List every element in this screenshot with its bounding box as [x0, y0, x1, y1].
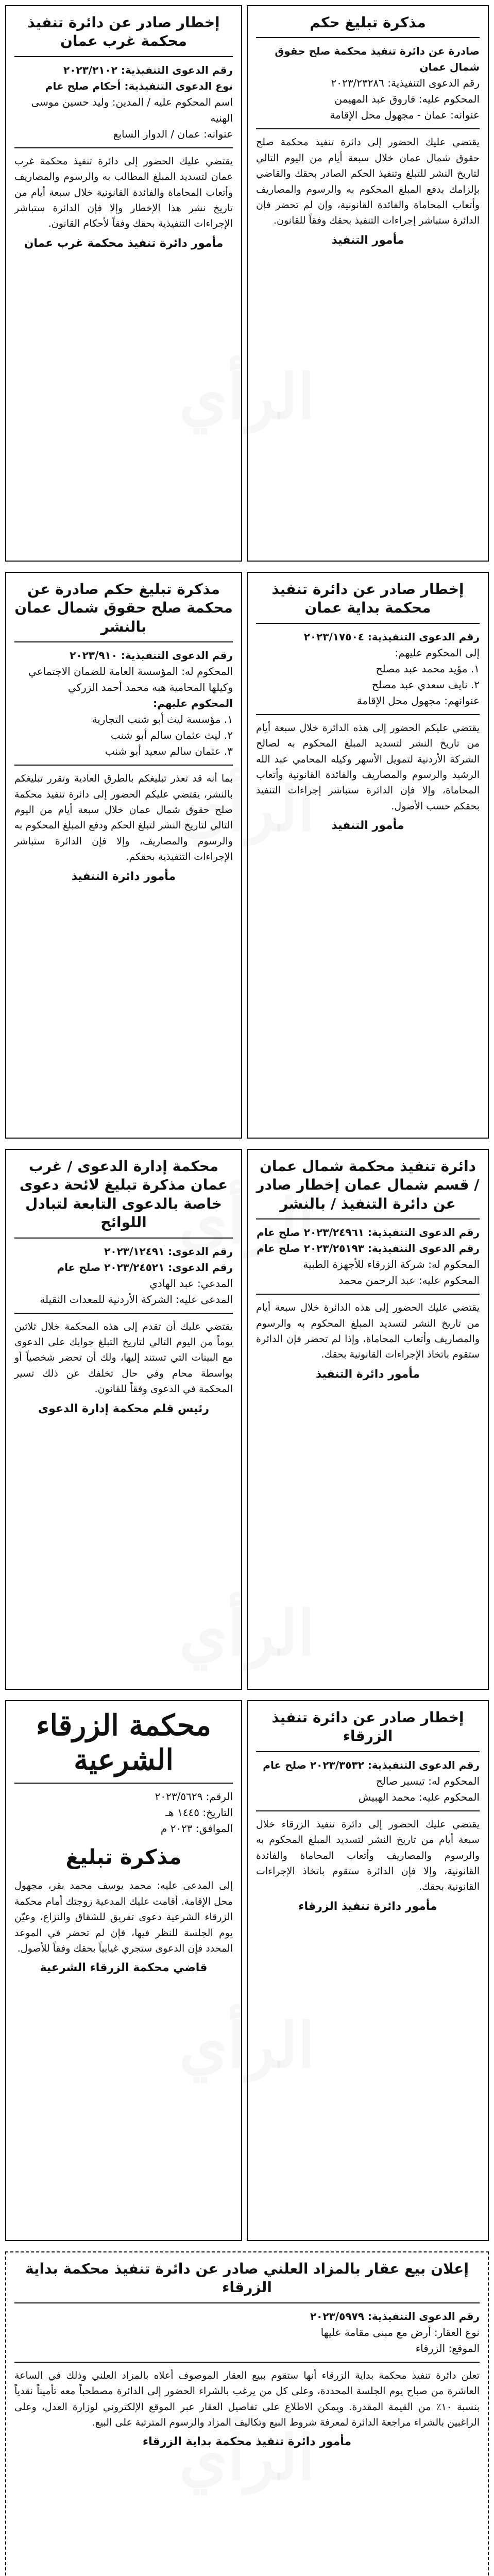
divider: [14, 2362, 480, 2363]
notice-north-amman-judgment: [247, 5, 489, 562]
divider: [256, 714, 480, 715]
notice-line: صادرة عن دائرة تنفيذ محكمة صلح حقوق شمال عمان: [275, 45, 480, 74]
notice-signature: رئيس قلم محكمة إدارة الدعوى: [38, 1402, 210, 1415]
notice-line: نوع العقار: أرض مع مبنى مقامة عليها: [320, 2326, 480, 2338]
divider: [14, 765, 233, 766]
notice-line: المدعي: عبد الهادي: [149, 1277, 233, 1290]
divider: [256, 1751, 480, 1752]
notice-title: محكمة إدارة الدعوى / غرب عمان مذكرة تبليغ لائحة دعوى خاصة بالدعوى التابعة لتبادل اللوائح: [19, 1158, 228, 1231]
notice-signature: مأمور دائرة التنفيذ: [315, 1367, 420, 1381]
notice-line: رقم الدعوى التنفيذية: ٢٠٢٣/٢٣٢٨٦: [331, 77, 480, 90]
notice-line: نوع الدعوى التنفيذية: أحكام صلح عام: [45, 79, 233, 92]
notice-west-amman-execution: [5, 5, 242, 562]
notice-subtitle: مذكرة تبليغ: [65, 1845, 182, 1870]
notice-line: المحكوم عليه: فاروق عبد المهيمن: [334, 93, 480, 106]
notice-line: رقم الدعوى: ٢٠٢٣/٢٤٥٢١ صلح عام: [57, 1261, 233, 1274]
divider: [256, 37, 480, 38]
divider: [14, 2302, 480, 2303]
notice-line: عنوانه: عمان - مجهول محل الإقامة: [330, 109, 480, 122]
notice-signature: مأمور دائرة تنفيذ محكمة بداية الزرقاء: [142, 2435, 352, 2449]
notice-list-item: ١. مؤسسة ليث أبو شنب التجارية: [92, 713, 233, 726]
notice-case-management-court: [5, 1149, 242, 1690]
notice-line: المحكوم له: المؤسسة العامة للضمان الاجتماعي وكيلها المحامية هبه محمد أحمد الزركي: [28, 665, 233, 694]
notice-line: الموافق: ٢٠٢٣ م: [160, 1822, 233, 1835]
notice-line: المحكوم عليهم:: [153, 697, 233, 710]
notice-line: ١. مؤيد محمد عبد مصلح: [376, 662, 480, 675]
notice-title: مذكرة تبليغ حكم: [310, 14, 426, 31]
divider: [256, 1810, 480, 1811]
notice-line: المحكوم له: شركة الزرقاء للأجهزة الطبية: [303, 1258, 480, 1271]
divider: [256, 1294, 480, 1295]
notice-zarqa-sharia-court: [5, 1700, 242, 2241]
notice-body: يقتضي عليك الحضور إلى هذه الدائرة خلال سبعة أيام من تاريخ النشر لتسديد المبلغ المحكوم به والرسوم والمصاريف وأتعاب المحاماة، وإذا لم تحضر فإن الدائرة ستقوم باتخاذ الإجراءات القانونية بحقك.: [256, 1302, 480, 1361]
notice-body: إلى المدعى عليه: محمد يوسف محمد بقر، مجهول محل الإقامة. أقامت عليك المدعية زوجتك أمام محكمة الزرقاء الشرعية دعوى تفريق للشقاق والنزاع، وعيّن يوم الجلسة للنظر فيها، فإن لم تحضر في الموعد المحدد فإن الدعوى ستجري غيابياً بحقك وفقاً للأصول.: [14, 1880, 233, 1954]
notice-line: الرقم: ٢٠٢٣/٥٦٢٩: [155, 1790, 233, 1803]
notice-title: إعلان بيع عقار بالمزاد العلني صادر عن دائرة تنفيذ محكمة بداية الزرقاء: [25, 2260, 469, 2296]
notice-signature: مأمور التنفيذ: [331, 233, 404, 247]
notice-line: رقم الدعوى التنفيذية: ٢٠٢٣/٣٥٣٢ صلح عام: [263, 1758, 480, 1771]
notice-line: رقم الدعوى التنفيذية: ٢٠٢٣/٥٩٧٩: [310, 2310, 480, 2323]
notice-signature: مأمور دائرة تنفيذ الزرقاء: [298, 1900, 437, 1913]
notice-line: رقم الدعوى التنفيذية: ٢٠٢٣/١٧٥٠٤: [303, 630, 480, 643]
notice-signature: مأمور دائرة تنفيذ محكمة غرب عمان: [24, 236, 224, 250]
notice-signature: مأمور دائرة التنفيذ: [71, 870, 176, 883]
notice-line: رقم الدعوى التنفيذية: ٢٠٢٣/٢٥١٩٣ صلح عام: [257, 1242, 480, 1255]
notice-body: بما أنه قد تعذر تبليغكم بالطرق العادية وتقرر تبليغكم بالنشر، يقتضي عليكم الحضور إلى دائرة تنفيذ محكمة صلح حقوق شمال عمان خلال سبعة أيام من اليوم التالي لتاريخ النشر لتبلغ الحكم ودفع المبلغ المحكوم به والرسوم والمصاريف، وإلا فإن الدائرة ستباشر الإجراءات التنفيذية بحقكم.: [14, 773, 233, 863]
notice-title: دائرة تنفيذ محكمة شمال عمان / قسم شمال عمان إخطار صادر عن دائرة التنفيذ / بالنشر: [256, 1158, 480, 1212]
notice-title: إخطار صادر عن دائرة تنفيذ الزرقاء: [271, 1709, 464, 1745]
notice-title: مذكرة تبليغ حكم صادرة عن محكمة صلح حقوق شمال عمان بالنشر: [14, 581, 233, 635]
divider: [14, 1783, 233, 1784]
notice-line: رقم الدعوى التنفيذية: ٢٠٢٣/٢٤٩٦١ صلح عام: [257, 1226, 480, 1239]
divider: [14, 1238, 233, 1239]
notice-body: يقتضي عليك الحضور إلى دائرة تنفيذ محكمة صلح حقوق شمال عمان خلال سبعة أيام من اليوم التالي لتاريخ النشر للتبلغ وتنفيذ الحكم الصادر بحقك والقاضي بإلزامك بدفع المبلغ المحكوم به والرسوم والمصاريف وأتعاب المحاماة والفائدة القانونية، وإن لم تحضر فإن الدائرة ستباشر إجراءات التنفيذ بحقك وفقاً للقانون.: [256, 137, 480, 227]
notice-title: محكمة الزرقاء الشرعية: [36, 1708, 211, 1777]
divider: [256, 128, 480, 129]
notice-line: عنوانه: عمان / الدوار السابع: [113, 127, 233, 140]
divider: [14, 147, 233, 148]
notice-signature: قاضي محكمة الزرقاء الشرعية: [40, 1961, 208, 1975]
notice-line: عنوانهم: مجهول محل الإقامة: [356, 694, 480, 707]
notice-body: يقتضي عليك الحضور إلى دائرة تنفيذ محكمة غرب عمان لتسديد المبلغ المطالب به والرسوم والمصاريف وأتعاب المحاماة والفائدة القانونية خلال سبعة أيام من تاريخ نشر هذا الإخطار وإلا فإن الدائرة ستباشر الإجراءات التنفيذية بحقك وفقاً لأحكام القانون.: [14, 155, 233, 230]
notice-signature: مأمور التنفيذ: [331, 819, 404, 833]
notice-amman-first-instance: [247, 572, 489, 1139]
notice-line: المحكوم عليه: محمد الهبيش: [358, 1790, 480, 1803]
notice-line: ٢. نايف سعدي عبد مصلح: [371, 678, 480, 691]
divider: [14, 56, 233, 57]
notice-line: رقم الدعوى: ٢٠٢٣/١٢٤٩١: [104, 1245, 233, 1258]
notice-line: المحكوم عليه: عبد الرحمن محمد: [338, 1274, 480, 1287]
divider: [14, 1313, 233, 1314]
notice-line: المدعى عليه: الشركة الأردنية للمعدات الثقيلة: [40, 1293, 233, 1306]
notice-line: رقم الدعوى التنفيذية: ٢٠٢٣/٢١٠٢: [63, 63, 233, 76]
notice-body: تعلن دائرة تنفيذ محكمة بداية الزرقاء أنها ستقوم ببيع العقار الموصوف أعلاه بالمزاد العلني وذلك في الساعة العاشرة من صباح يوم الجلسة المحددة، وعلى كل من يرغب بالشراء الحضور إلى الدائرة مصطحباً معه تأميناً نقدياً بنسبة ١٠٪ من القيمة المقدرة. ويمكن الاطلاع على تفاصيل العقار عبر الموقع الإلكتروني لوزارة العدل، وعلى الراغبين بالشراء مراجعة الدائرة لمعرفة شروط البيع وتكاليف المزاد والرسوم المترتبة على البيع.: [14, 2369, 480, 2428]
notice-body: يقتضي عليك أن تقدم إلى هذه المحكمة خلال ثلاثين يوماً من اليوم التالي لتاريخ التبلغ جوابك على الدعوى مع البينات التي تستند إليها، ولك أن تحضر شخصياً أو بواسطة محام وفي حال تخلفك عن ذلك تسير المحكمة في الدعوى وفقاً للقانون.: [14, 1320, 233, 1395]
notice-line: اسم المحكوم عليه / المدين: وليد حسين موسى الهنيه: [31, 95, 233, 124]
notice-body: يقتضي عليكم الحضور إلى هذه الدائرة خلال سبعة أيام من تاريخ النشر لتسديد المبلغ المحكوم به لصالح الشركة الأردنية لتمويل الأسهر وكيله المحامي عبد الله الرشيد والرسوم والمصاريف والفائدة القانونية وأتعاب المحاماة، وإلا فإن الدائرة ستباشر إجراءات التنفيذ بحقكم حسب الأصول.: [256, 722, 480, 812]
divider: [256, 623, 480, 624]
notice-title: إخطار صادر عن دائرة تنفيذ محكمة غرب عمان: [27, 14, 220, 50]
notice-body: يقتضي عليك الحضور إلى دائرة تنفيذ الزرقاء خلال سبعة أيام من تاريخ النشر لتسديد المبلغ المحكوم به والرسوم والمصاريف وأتعاب المحاماة والفائدة القانونية، وإلا فإن الدائرة ستقوم باتخاذ الإجراءات القانونية بحقك.: [256, 1818, 480, 1893]
notice-north-amman-publication: [247, 1149, 489, 1690]
notice-zarqa-execution: [247, 1700, 489, 2241]
notice-line: إلى المحكوم عليهم:: [395, 646, 480, 659]
notice-line: الموقع: الزرقاء: [415, 2342, 480, 2354]
notice-list-item: ٢. ليث عثمان سالم أبو شنب: [110, 729, 233, 742]
notice-list-item: ٣. عثمان سالم سعيد أبو شنب: [105, 745, 233, 758]
notice-line: التاريخ: ١٤٤٥ هـ: [165, 1806, 233, 1819]
divider: [14, 641, 233, 642]
notice-title: إخطار صادر عن دائرة تنفيذ محكمة بداية عمان: [271, 581, 464, 617]
divider: [256, 1218, 480, 1219]
notice-line: المحكوم له: تيسير صالح: [376, 1774, 480, 1787]
notice-social-security-judgment: [5, 572, 242, 1139]
notice-line: رقم الدعوى التنفيذية: ٢٠٢٣/٩١٠: [70, 649, 233, 662]
notice-real-estate-auction: [5, 2251, 489, 2576]
